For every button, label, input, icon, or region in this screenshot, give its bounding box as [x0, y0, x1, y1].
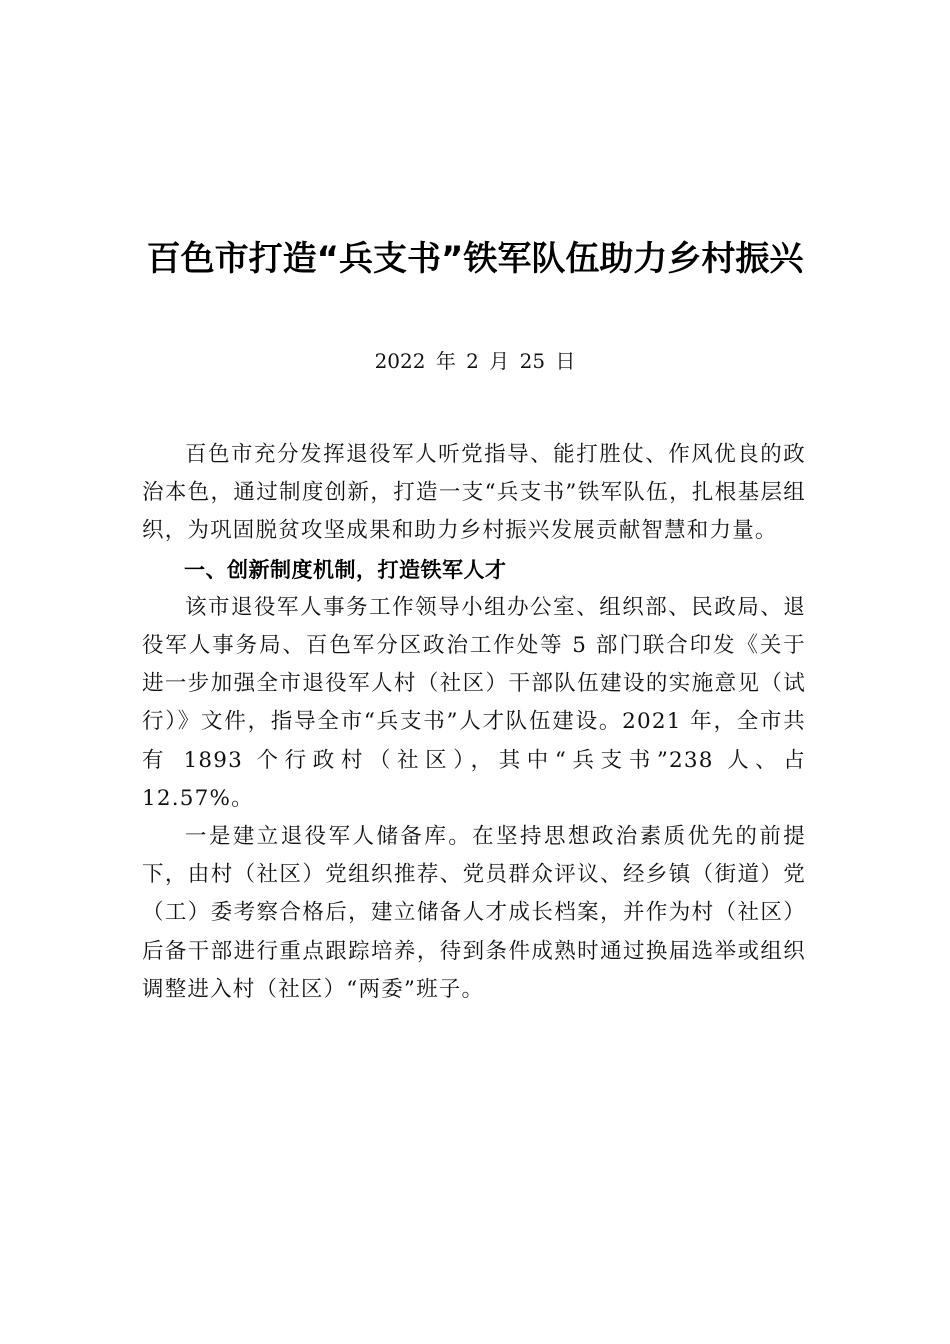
- document-body: [142, 436, 806, 1009]
- body-paragraph: 该市退役军人事务工作领导小组办公室、组织部、民政局、退役军人事务局、百色军分区政治工作处等 5 部门联合印发《关于进一步加强全市退役军人村（社区）干部队伍建设的实施意见（试行）》文件，指导全市“兵支书”人才队伍建设。2021 年，全市共有 1893 个行政村（社区），其中“兵支书”238 人、占 12.57%。: [142, 594, 806, 811]
- section-heading: 一、创新制度机制，打造铁军人才: [184, 557, 507, 582]
- document-date: 2022 年 2 月 25 日: [374, 349, 576, 373]
- document-title: 百色市打造“兵支书”铁军队伍助力乡村振兴: [146, 239, 804, 279]
- body-paragraph: 一是建立退役军人储备库。在坚持思想政治素质优先的前提下，由村（社区）党组织推荐、党员群众评议、经乡镇（街道）党（工）委考察合格后，建立储备人才成长档案，并作为村（社区）后备干部进行重点跟踪培养，待到条件成熟时通过换届选举或组织调整进入村（社区）“两委”班子。: [142, 824, 806, 1002]
- intro-paragraph: 百色市充分发挥退役军人听党指导、能打胜仗、作风优良的政治本色，通过制度创新，打造一支“兵支书”铁军队伍，扎根基层组织，为巩固脱贫攻坚成果和助力乡村振兴发展贡献智慧和力量。: [142, 442, 806, 544]
